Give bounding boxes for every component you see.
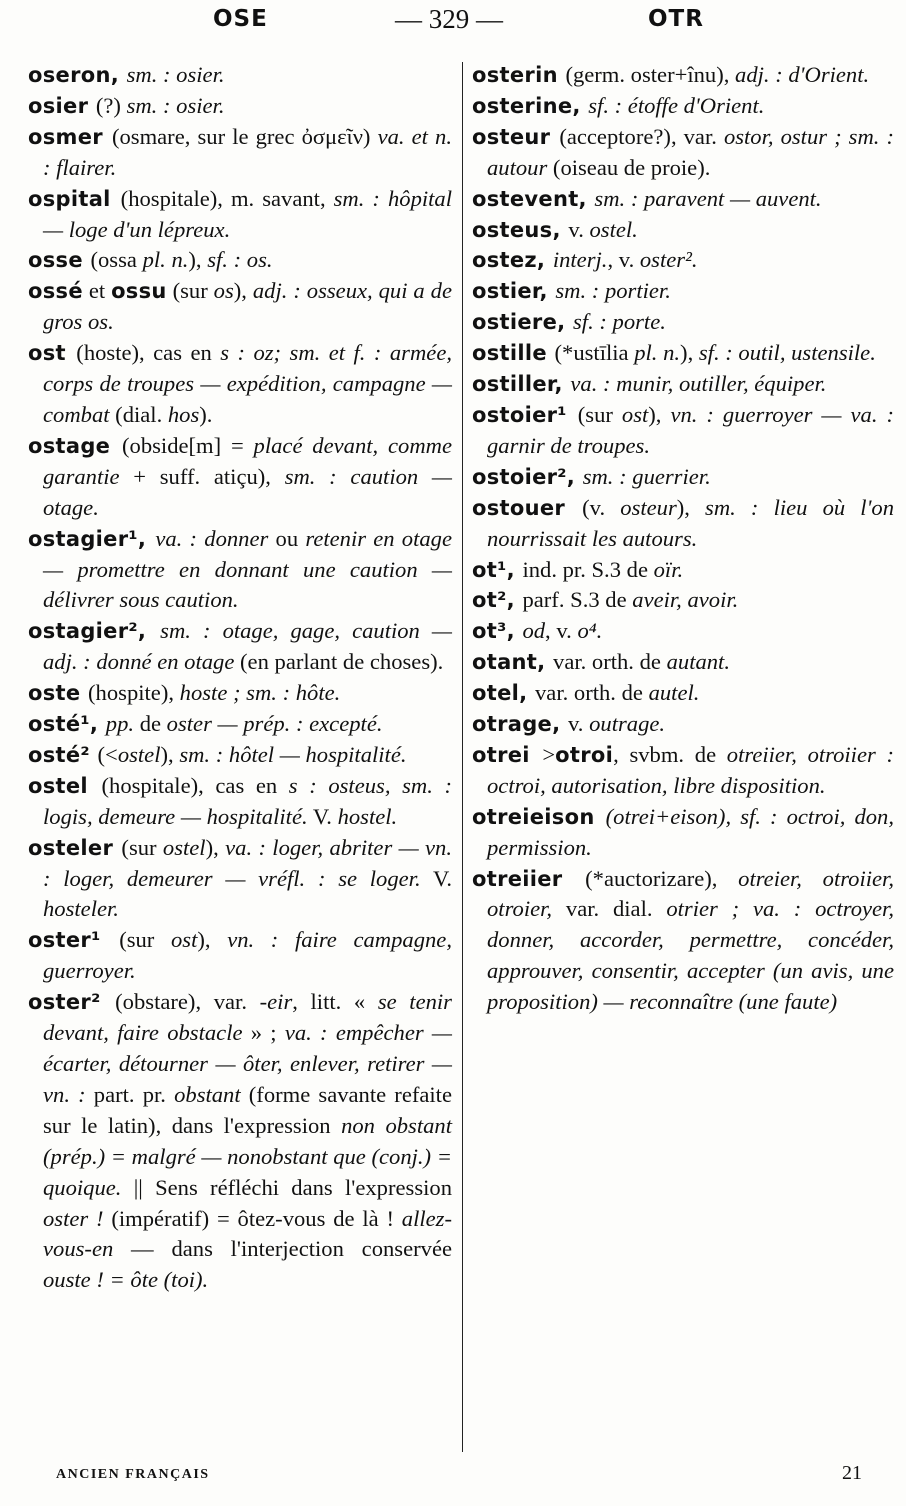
entry-definition: (hoste), cas en s : oz; sm. et f. : armée, corps de troupes — expédition, campagne — combat (dial. hos). <box>43 340 452 427</box>
entry-definition: (v. osteur), sm. : lieu où l'on nourrissait les autours. <box>487 494 894 551</box>
dictionary-entry <box>28 524 452 617</box>
entry-definition: od, v. o⁴. <box>522 618 603 644</box>
dictionary-entry <box>28 431 452 524</box>
entry-headword: ostoier², <box>472 464 583 489</box>
entry-definition: (<ostel), sm. : hôtel — hospitalité. <box>97 741 407 767</box>
entry-headword: ostagier¹, <box>28 526 156 551</box>
dictionary-entry <box>28 122 452 184</box>
running-head-right: OTR <box>648 6 704 32</box>
entry-headword: ostevent, <box>472 186 595 211</box>
entry-definition: va. : donner ou retenir en otage — promettre en donnant une caution — délivrer sous caution. <box>43 525 452 613</box>
entry-headword: ostagier², <box>28 619 161 644</box>
dictionary-entry <box>28 709 452 740</box>
entry-headword: ostoier¹ <box>472 402 578 427</box>
dictionary-entry <box>472 122 894 184</box>
entry-definition: sm. : osier. <box>126 62 225 87</box>
dictionary-entry <box>28 276 452 338</box>
entry-headword: osterine, <box>472 93 589 118</box>
dictionary-entry <box>472 555 894 586</box>
page-number: — 329 — <box>395 4 503 34</box>
dictionary-entry <box>472 647 894 678</box>
dictionary-entry <box>472 276 894 307</box>
entry-headword: osse <box>28 248 91 273</box>
dictionary-entry <box>28 740 452 771</box>
entry-headword: osterin <box>472 63 566 87</box>
entry-definition: sm. : portier. <box>555 278 671 304</box>
page-header <box>0 4 906 40</box>
entry-definition: (sur ostel), va. : loger, abriter — vn. : loger, demeurer — vréfl. : se loger. V. hosteler. <box>43 834 453 922</box>
entry-definition: (?) sm. : osier. <box>95 92 225 118</box>
entry-headword: osté¹, <box>28 712 106 737</box>
entry-definition: (acceptore?), var. ostor, ostur ; sm. : autour (oiseau de proie). <box>487 123 894 180</box>
entry-headword: osté² <box>28 742 98 767</box>
dictionary-entry <box>28 338 452 431</box>
dictionary-entry <box>472 245 894 276</box>
entry-definition: (osmare, sur le grec ὀσμεῖν) va. et n. : flairer. <box>43 123 452 180</box>
entry-headword: ot³, <box>472 619 523 644</box>
entry-definition: ind. pr. S.3 de oïr. <box>522 556 684 582</box>
entry-definition: sm. : paravent — auvent. <box>594 185 822 211</box>
entry-headword: osmer <box>28 124 112 149</box>
entry-definition: (*auctorizare), otreier, otroiier, otroier, var. dial. otrier ; va. : octroyer, donner, accorder, permettre, concéder, approuver, consentir, accepter (un avis, une proposition) — reconnaître (une faute) <box>487 865 894 1015</box>
entry-definition: et ossu (sur os), adj. : osseux, qui a de gros os. <box>43 278 452 335</box>
entry-definition: (otrei+eison), sf. : octroi, don, permission. <box>487 803 894 860</box>
entry-headword: osteus, <box>472 217 569 242</box>
right-column <box>472 60 894 1018</box>
entry-definition: (germ. oster+înu), adj. : d'Orient. <box>565 62 870 87</box>
entry-headword: oste <box>28 681 89 706</box>
entry-definition: v. outrage. <box>567 711 666 737</box>
entry-definition: >otroi, svbm. de otreiier, otroiier : octroi, autorisation, libre disposition. <box>487 741 894 798</box>
entry-headword: oster² <box>28 990 116 1015</box>
entry-definition: (sur ost), vn. : guerroyer — va. : garnir de troupes. <box>487 401 894 458</box>
entry-definition: (ossa pl. n.), sf. : os. <box>90 247 273 273</box>
entry-headword: ot², <box>472 588 523 613</box>
entry-definition: parf. S.3 de aveir, avoir. <box>522 587 739 613</box>
dictionary-entry <box>472 369 894 400</box>
entry-definition: v. ostel. <box>568 216 638 242</box>
entry-headword: osteur <box>472 124 560 149</box>
dictionary-entry <box>28 60 452 91</box>
column-divider <box>462 62 463 1452</box>
entry-headword: ostiere, <box>472 310 573 335</box>
dictionary-entry <box>472 60 894 91</box>
entry-headword: oster¹ <box>28 928 120 953</box>
dictionary-entry <box>28 184 452 246</box>
entry-definition: (sur ost), vn. : faire campagne, guerroyer. <box>43 927 452 984</box>
dictionary-entry <box>28 771 452 833</box>
entry-definition: sf. : porte. <box>573 309 666 335</box>
entry-definition: (obstare), var. -eir, litt. « se tenir devant, faire obstacle » ; va. : empêcher — écarter, détourner — ôter, enlever, retirer — vn. : part. pr. obstant (forme savante refaite sur le latin), dans l'expression non obstant (prép.) = malgré — nonobstant que (conj.) = quoique. || Sens réfléchi dans l'expression oster ! (impératif) = ôtez-vous de là ! allez-vous-en — dans l'interjection conservée ouste ! = ôte (toi). <box>43 989 452 1293</box>
entry-definition: (obside[m] = placé devant, comme garantie + suff. atiçu), sm. : caution — otage. <box>43 432 453 520</box>
entry-headword: oseron, <box>28 63 127 87</box>
footer-signature: ANCIEN FRANÇAIS <box>56 1467 210 1482</box>
entry-definition: sm. : guerrier. <box>582 463 711 489</box>
dictionary-entry <box>472 338 894 369</box>
entry-headword: ostouer <box>472 495 583 520</box>
entry-definition: var. orth. de autant. <box>553 649 730 675</box>
entry-definition: pp. de oster — prép. : excepté. <box>105 711 383 737</box>
entry-headword: osier <box>28 93 96 118</box>
dictionary-entry <box>28 91 452 122</box>
dictionary-entry <box>472 585 894 616</box>
entry-headword: osteler <box>28 835 122 860</box>
dictionary-entry <box>28 987 452 1296</box>
entry-headword: ostez, <box>472 248 553 273</box>
dictionary-entry <box>472 215 894 246</box>
left-column <box>28 60 452 1296</box>
entry-definition: (hospitale), cas en s : osteus, sm. : logis, demeure — hospitalité. V. hostel. <box>43 772 452 829</box>
dictionary-entry <box>472 802 894 864</box>
entry-headword: ospital <box>28 186 121 211</box>
entry-definition: sm. : otage, gage, caution — adj. : donné en otage (en parlant de choses). <box>43 618 452 675</box>
dictionary-entry <box>28 616 452 678</box>
entry-definition: (*ustīlia pl. n.), sf. : outil, ustensile. <box>554 340 876 366</box>
entry-headword: otreiier <box>472 866 586 891</box>
dictionary-entry <box>472 91 894 122</box>
dictionary-entry <box>472 678 894 709</box>
dictionary-entry <box>472 709 894 740</box>
entry-definition: va. : munir, outiller, équiper. <box>570 371 827 397</box>
dictionary-entry <box>28 245 452 276</box>
dictionary-entry <box>472 184 894 215</box>
dictionary-entry <box>472 616 894 647</box>
entry-headword: ostiller, <box>472 372 571 397</box>
dictionary-entry <box>28 925 452 987</box>
entry-definition: (hospitale), m. savant, sm. : hôpital — loge d'un lépreux. <box>43 185 452 242</box>
entry-headword: otreieison <box>472 804 606 829</box>
footer-number: 21 <box>842 1462 862 1484</box>
dictionary-entry <box>472 740 894 802</box>
dictionary-entry <box>472 400 894 462</box>
dictionary-entry <box>472 493 894 555</box>
dictionary-entry <box>28 833 452 926</box>
entry-headword: ossé <box>28 279 83 304</box>
entry-headword: otel, <box>472 681 535 706</box>
entry-headword: otrei <box>472 742 543 767</box>
dictionary-entry <box>472 307 894 338</box>
entry-headword: ot¹, <box>472 557 523 582</box>
entry-headword: ostel <box>28 773 102 798</box>
dictionary-entry <box>472 462 894 493</box>
entry-headword: ostier, <box>472 279 556 304</box>
entry-definition: var. orth. de autel. <box>535 680 700 706</box>
dictionary-entry <box>28 678 452 709</box>
running-head-left: OSE <box>213 6 268 32</box>
entry-headword: ostille <box>472 341 555 366</box>
entry-headword: otrage, <box>472 712 568 737</box>
entry-definition: interj., v. oster². <box>552 247 698 273</box>
entry-definition: (hospite), hoste ; sm. : hôte. <box>88 680 341 706</box>
dictionary-entry <box>472 864 894 1019</box>
entry-definition: sf. : étoffe d'Orient. <box>588 92 765 118</box>
entry-headword: ostage <box>28 433 123 458</box>
entry-headword: ost <box>28 341 77 366</box>
entry-headword: otant, <box>472 650 554 675</box>
